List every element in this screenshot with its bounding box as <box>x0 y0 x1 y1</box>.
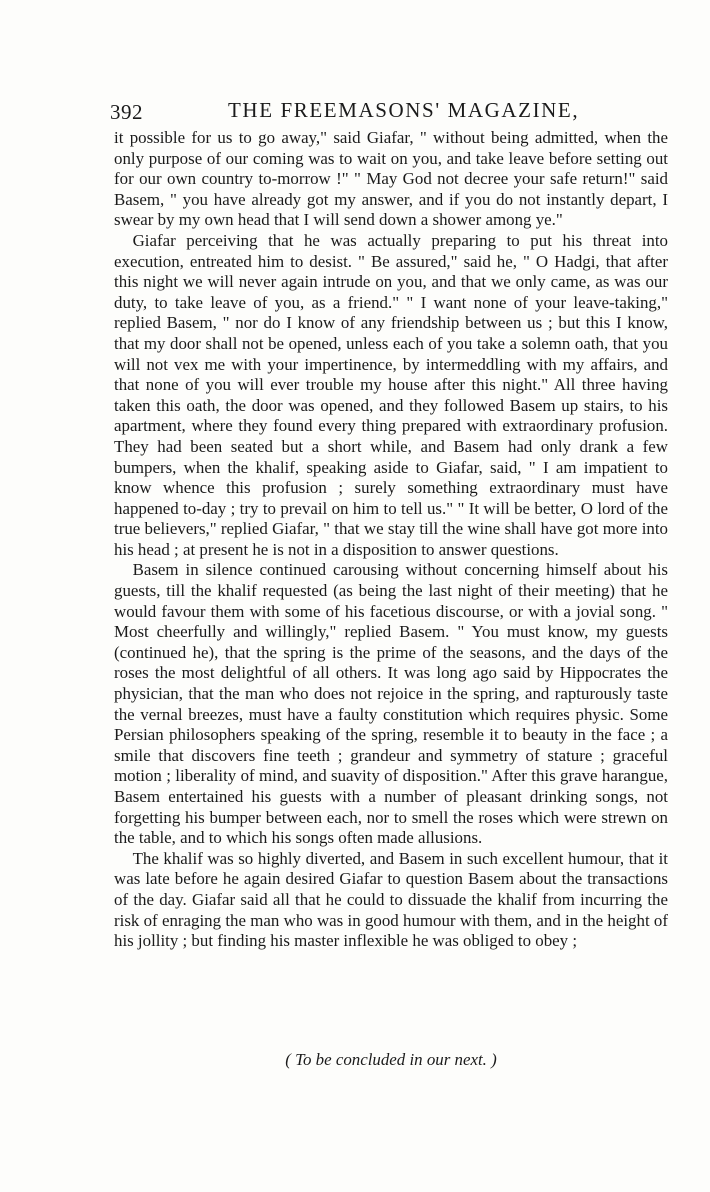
paragraph-1: it possible for us to go away," said Giafar, " without being admitted, when the only purpose of our coming was to wait on you, and take leave before setting out for our own country to-morrow !" " May God not decree your safe return!" said Basem, " you have already got my answer, and if you do not instantly depart, I swear by my own head that I will send down a shower among ye." <box>114 128 668 230</box>
page-number: 392 <box>110 100 143 124</box>
running-title: THE FREEMASONS' MAGAZINE, <box>228 98 580 122</box>
paragraph-4: The khalif was so highly diverted, and Basem in such excellent humour, that it was late before he again desired Giafar to question Basem about the transactions of the day. Giafar said all that he could to dissuade the khalif from incurring the risk of enraging the man who was in good humour with them, and in the height of his jollity ; but finding his master inflexible he was obliged to obey ; <box>114 848 668 951</box>
article-body <box>114 128 668 952</box>
paragraph-2: Giafar perceiving that he was actually preparing to put his threat into execution, entreated him to desist. " Be assured," said he, " O Hadgi, that after this night we will never again intrude on you, and that we only came, as was our duty, to take leave of you, as a friend." " I want none of your leave-taking," replied Basem, " nor do I know of any friendship between us ; but this I know, that my door shall not be opened, unless each of you take a solemn oath, that you will not vex me with your impertinence, by intermeddling with my affairs, and that none of you will ever trouble my house after this night." All three having taken this oath, the door was opened, and they followed Basem up stairs, to his apartment, where they found every thing prepared with extraordinary profusion. They had been seated but a short while, and Basem had only drank a few bumpers, when the khalif, speaking aside to Giafar, said, " I am impatient to know whence this profusion ; surely something extraordinary must have happened to-day ; try to prevail on him to tell us." " It will be better, O lord of the true believers," replied Giafar, " that we stay till the wine shall have got more into his head ; at present he is not in a disposition to answer questions. <box>114 230 668 559</box>
page-header <box>110 96 670 126</box>
continuation-note: ( To be concluded in our next. ) <box>285 1050 497 1069</box>
paragraph-3: Basem in silence continued carousing without concerning himself about his guests, till the khalif requested (as being the last night of their meeting) that he would favour them with some of his facetious discourse, or with a jovial song. " Most cheerfully and willingly," replied Basem. " You must know, my guests (continued he), that the spring is the prime of the seasons, and the days of the roses the most delightful of all others. It was long ago said by Hippocrates the physician, that the man who does not rejoice in the spring, and rapturously taste the vernal breezes, must have a faulty constitution which requires physic. Some Persian philosophers speaking of the spring, resemble it to beauty in the face ; a smile that discovers fine teeth ; grandeur and symmetry of stature ; graceful motion ; liberality of mind, and suavity of disposition." After this grave harangue, Basem entertained his guests with a number of pleasant drinking songs, not forgetting his bumper between each, nor to smell the roses which were strewn on the table, and to which his songs often made allusions. <box>114 560 668 848</box>
